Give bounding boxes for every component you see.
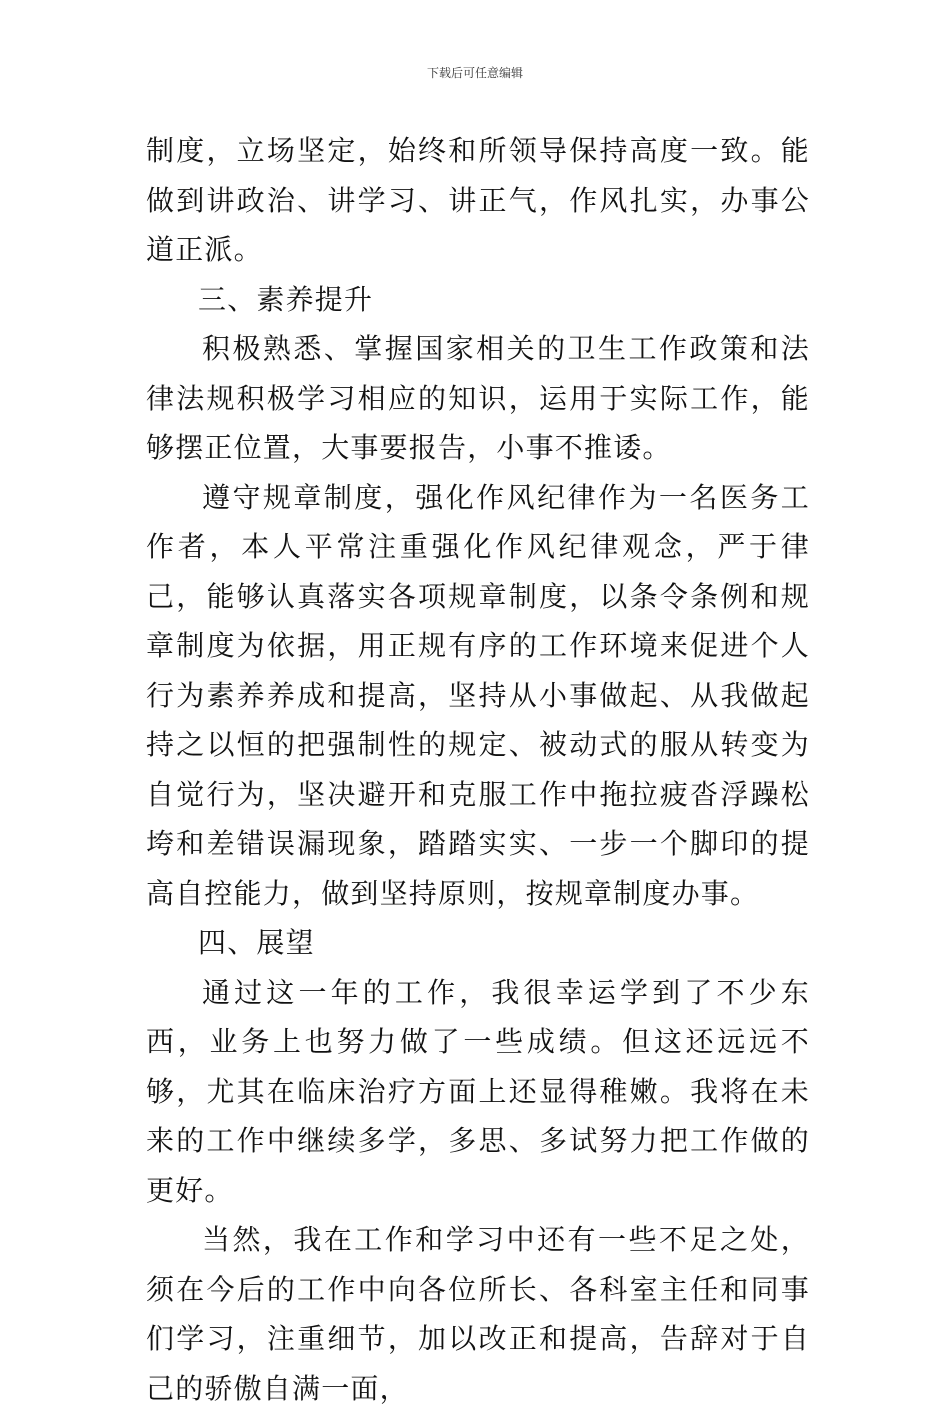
paragraph-continuation: 制度，立场坚定，始终和所领导保持高度一致。能做到讲政治、讲学习、讲正气，作风扎实，办事公道正派。 bbox=[146, 134, 810, 266]
document-body bbox=[146, 126, 810, 1413]
paragraph-year-review: 通过这一年的工作，我很幸运学到了不少东西，业务上也努力做了一些成绩。但这还远远不够，尤其在临床治疗方面上还显得稚嫩。我将在未来的工作中继续多学，多思、多试努力把工作做的更好。 bbox=[146, 975, 810, 1207]
page-header: 下载后可任意编辑 bbox=[426, 66, 523, 80]
section-heading-suyang: 三、素养提升 bbox=[198, 282, 374, 316]
paragraph-rules-discipline: 遵守规章制度，强化作风纪律作为一名医务工作者，本人平常注重强化作风纪律观念，严于律己，能够认真落实各项规章制度，以条令条例和规章制度为依据，用正规有序的工作环境来促进个人行为素养养成和提高，坚持从小事做起、从我做起持之以恒的把强制性的规定、被动式的服从转变为自觉行为，坚决避开和克服工作中拖拉疲沓浮躁松垮和差错误漏现象，踏踏实实、一步一个脚印的提高自控能力，做到坚持原则，按规章制度办事。 bbox=[146, 480, 810, 910]
paragraph-shortcomings: 当然，我在工作和学习中还有一些不足之处，须在今后的工作中向各位所长、各科室主任和同事们学习，注重细节，加以改正和提高，告辞对于自己的骄傲自满一面， bbox=[146, 1223, 810, 1405]
section-heading-zhanwang: 四、展望 bbox=[198, 926, 315, 959]
paragraph-policy-study: 积极熟悉、掌握国家相关的卫生工作政策和法律法规积极学习相应的知识，运用于实际工作，能够摆正位置，大事要报告，小事不推诿。 bbox=[146, 332, 810, 464]
